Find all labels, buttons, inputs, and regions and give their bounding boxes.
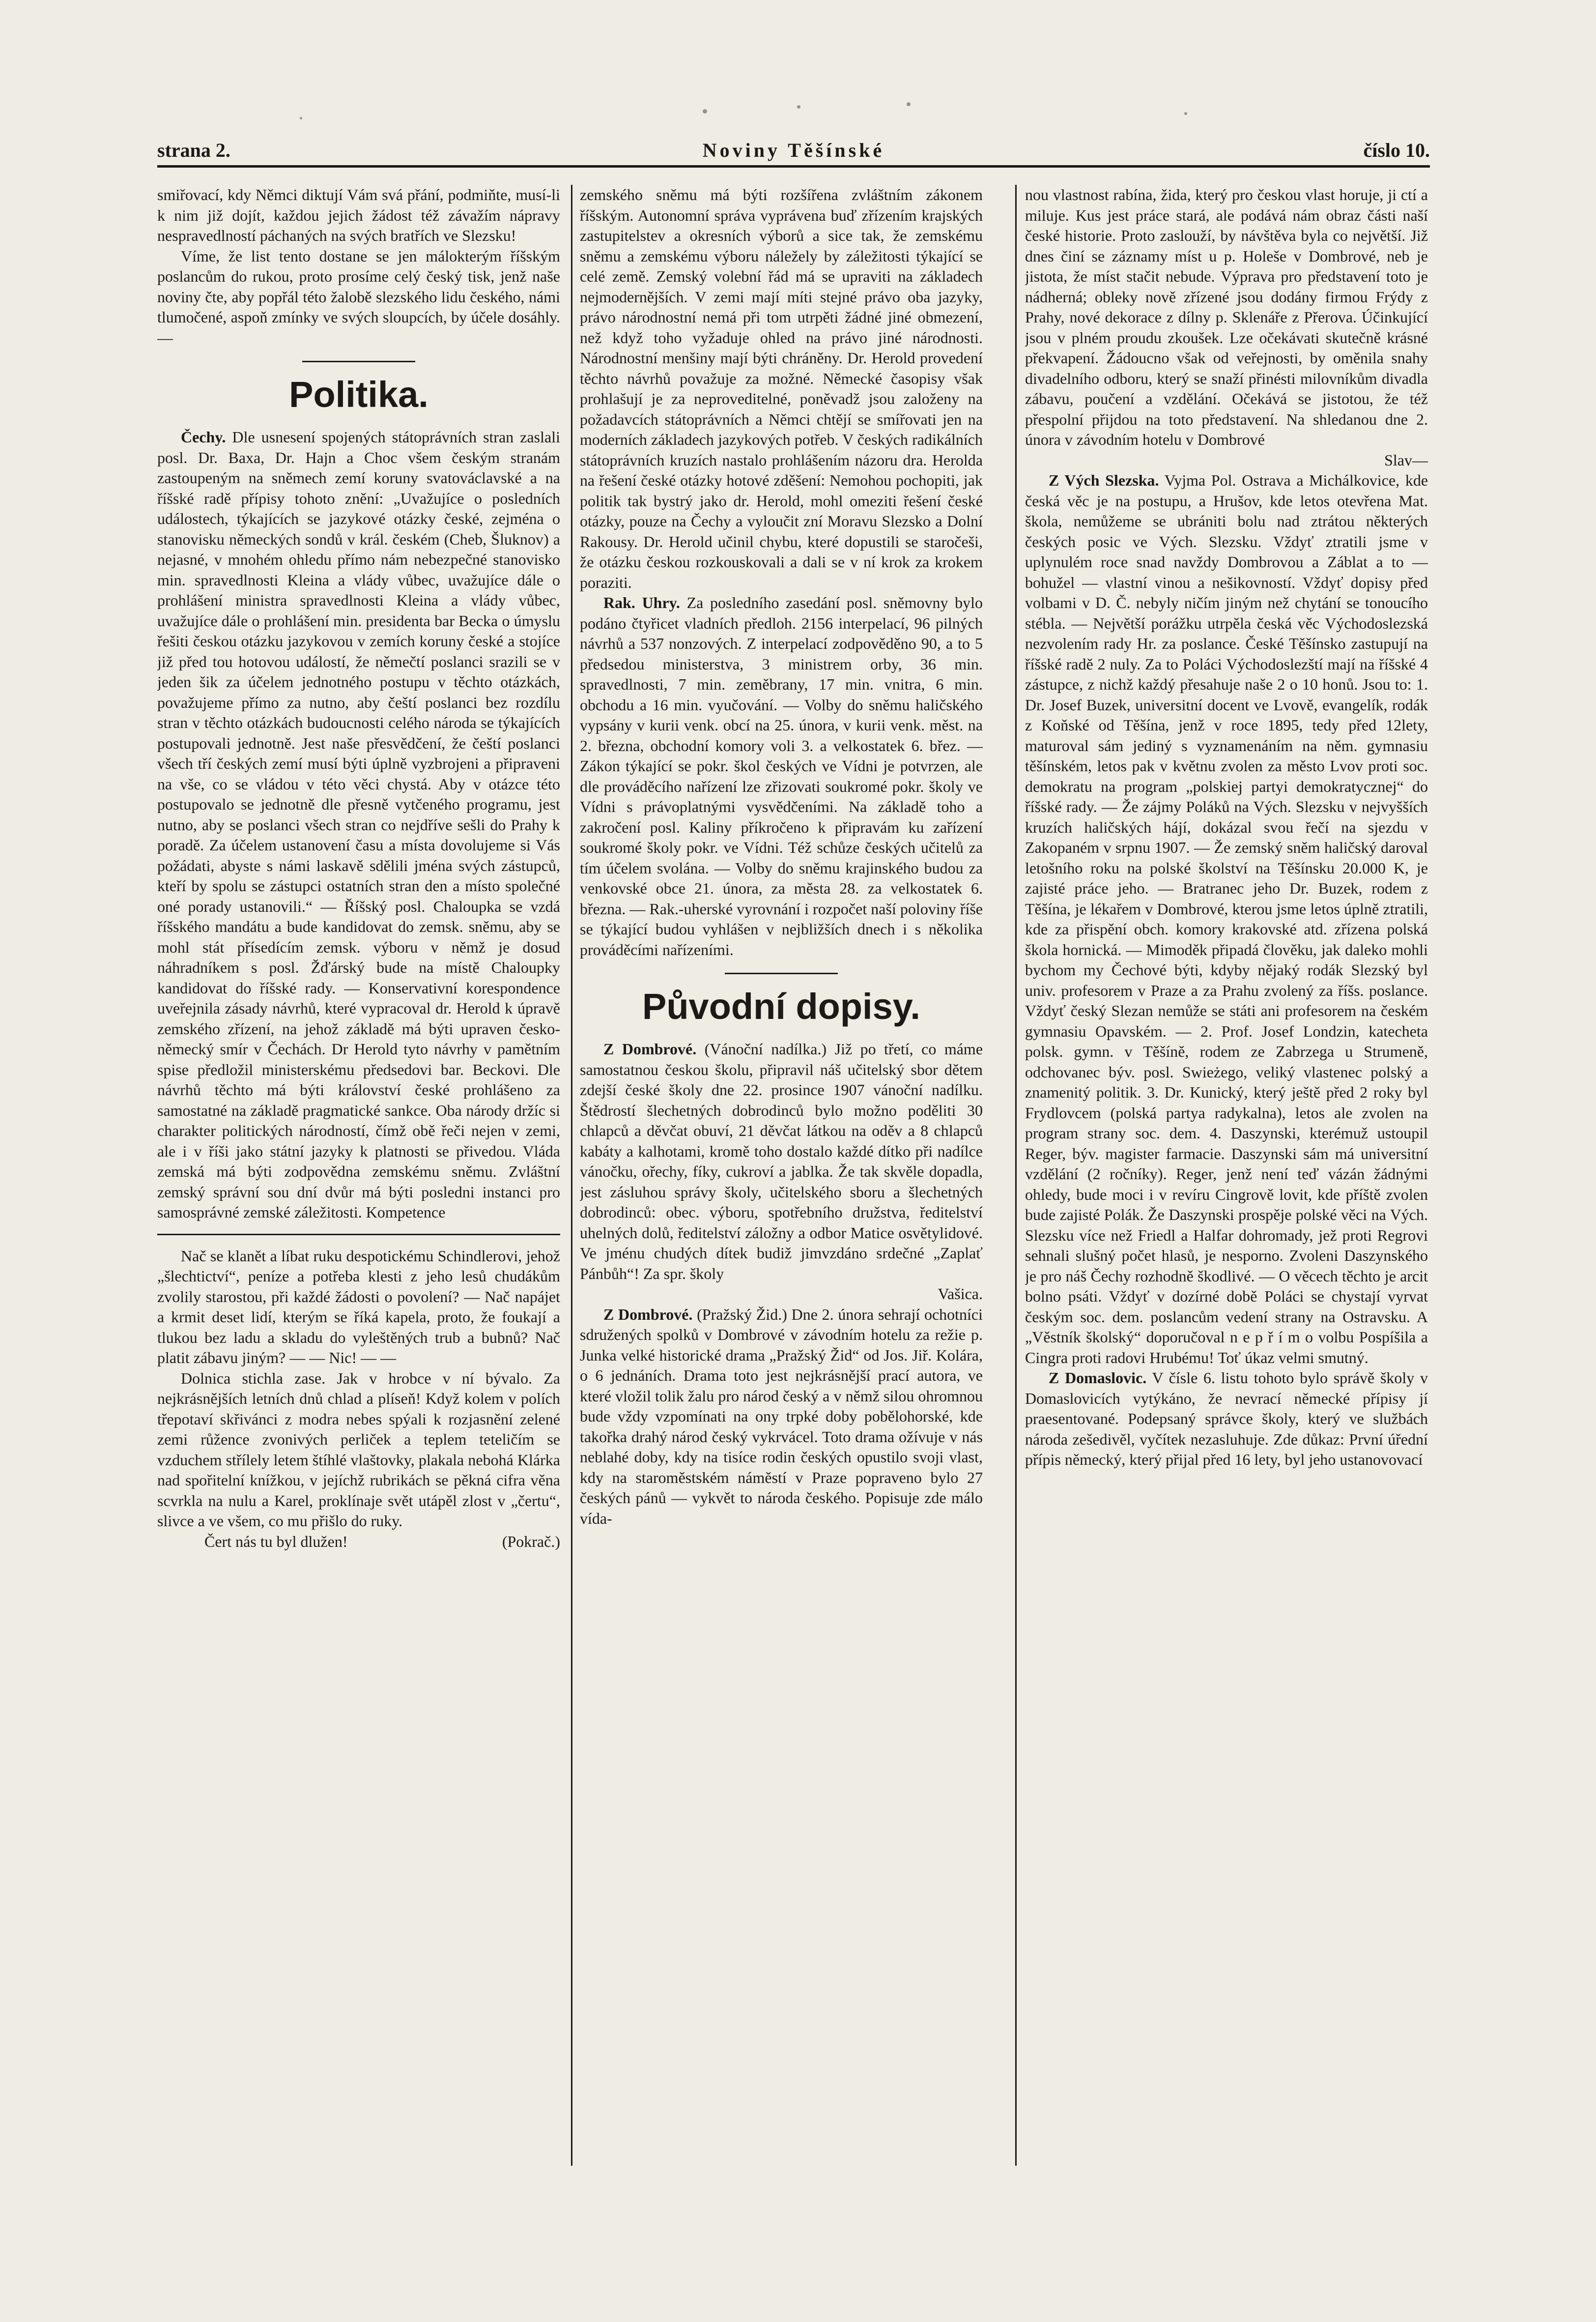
dateline: Z Dombrové. — [603, 1040, 697, 1058]
closing-line: Čert nás tu byl dlužen! — [204, 1532, 348, 1550]
article-text: (Vánoční nadílka.) Již po třetí, co máme samostatnou českou školu, připravil náš učitelský sbor dětem zdejší české školy dne 22. prosince 1907 vánoční nadílku. Štědrostí šlechetných dobrodinců bylo možno poděliti 30 chlapců a děvčat obuví, 21 děvčat látkou na oděv a 8 chlapců kabáty a kalhotami, kromě toho dostalo každé dítko při nadílce vánočku, ořechy, fíky, cukroví a jablka. Že tak skvěle dopadla, jest zásluhou správy školy, učitelského sboru a šlechetných dobrodinců: obec. výboru, spotřebního družstva, ředitelství uhelných dolů, ředitelství záložny a odbor Matice osvětylidové. Ve jménu chudých dítek budiž jimvzdáno srdečné „Zaplať Pánbůh“! Za spr. školy — [580, 1040, 983, 1282]
dateline: Z Dombrové. — [603, 1305, 693, 1323]
article-paragraph — [580, 1305, 983, 1529]
dateline: Z Domaslovic. — [1049, 1369, 1147, 1387]
region-lead: Rak. Uhry. — [603, 594, 680, 611]
article-closing — [157, 1532, 560, 1552]
article-paragraph: nou vlastnost rabína, žida, který pro českou vlast horuje, ji ctí a miluje. Kus jest práce stará, ale podává nám obraz části naší české historie. Proto zaslouží, by návštěva byla co největší. Již dnes činí se záznamy míst u p. Holeše v Dombrové, neb je jistota, že míst stačit nebude. Výprava pro představení toto je nádherná; obleky nově zřízené jsou dodány firmou Frýdy z Prahy, nové dekorace z dílny p. Sklenáře z Přerova. Účinkující jsou v plném proudu zkoušek. Lze očekávati skutečně krásné překvapení. Žádoucno však od veřejnosti, by oměnila snahy divadelního odboru, který se snaží přinésti milovníkům divadla zábavu, poučení a vzdělání. Očekává se jistotou, že též přespolní přijdou na toto představení. Na shledanou dne 2. února v závodním hotelu v Dombrové — [1025, 186, 1428, 448]
article-text: (Pražský Žid.) Dne 2. února sehrají ochotníci sdružených spolků v Dombrové v závodním hotelu za režie p. Junka velké historické drama „Pražský Žid“ od Jos. Jiř. Kolára, o 6 jednáních. Drama toto jest nejkrásnější prací autora, ve které vložil tolik žalu pro národ český a v němž silou ohromnou bude vždy vzpomínati na ony trpké doby pobělohorské, kde takořka drahý národ český vykrvácel. Toto drama ožívuje v nás neblahé doby, kdy na tisíce rodin českých opustilo svoji vlast, kdy na staroměstském náměstí v Praze popraveno bylo 27 českých pánů — vykvět to národa českého. Popisuje zde málo vída- — [580, 1305, 983, 1527]
header-rule — [157, 165, 1430, 168]
dateline: Z Vých Slezska. — [1049, 471, 1159, 489]
issue-number: číslo 10. — [1363, 139, 1430, 161]
article-paragraph: Víme, že list tento dostane se jen málokterým říšským poslancům do rukou, proto prosíme celý český tisk, jenž naše noviny čte, aby popřál této žalobě slezského lidu českého, námi tlumočené, aspoň zmínky ve svých sloupcích, by účele dosáhly. — — [157, 247, 560, 347]
print-speck — [797, 105, 800, 109]
article-paragraph — [580, 1039, 983, 1284]
column-divider — [571, 185, 572, 2166]
column-3 — [1025, 185, 1428, 2166]
article-paragraph — [1025, 470, 1428, 1368]
region-lead: Čechy. — [181, 428, 226, 446]
article-text: Dle usnesení spojených státoprávních stran zaslali posl. Dr. Baxa, Dr. Hajn a Choc všem českým stranám zastoupeným na sněmech zemí koruny svatováclavské a na říšské radě přípisy tohoto znění: „Uvažujíce o posledních událostech, týkajících se jazykové otázky české, zejména o stanovisku německých sondů v král. českém (Cheb, Šluknov) a nejasné, v mnohém ohledu přímo nám nebezpečné stanovisko min. spravedlnosti Kleina a vlády vůbec, uvažujíce dále o prohlášení ministra spravedlnosti Kleina a vlády vůbec, uvažujíce dále o prohlášení min. presidenta bar Becka o úmyslu řešiti českou otázku jazykovou v zemích koruny české a stojíce již před tou hotovou událostí, že němečtí poslanci srazili se v jeden šik za účelem jednotného postupu v těchto otázkách, považujeme přímo za nutno, aby čeští poslanci bez rozdílu stran v těchto otázkách budoucnosti celého národa se týkajících postupovali jednotně. Jest naše přesvědčení, že čeští poslanci všech tří českých zemí musí býti úplně vyzbrojeni a připraveni na vše, co se vládou v této věci chystá. Aby v otázce této postupovalo se jednotně dle přesně vytčeného programu, jest nutno, aby se poslanci všech stran co nejdříve sešli do Prahy k poradě. Za účelem ustanovení času a místa dovolujeme si Vás požádati, abyste s námi laskavě sdělili jména svých zástupců, kteří by spolu se zástupci ostatních stran den a místo společné oné porady ustanovili.“ — Říšský posl. Chaloupka se vzdá říšského mandátu a bude kandidovat do zemsk. sněmu, aby se mohl stát přísedícím zemsk. výboru v němž je dosud náhradníkem s posl. Žďárský bude na místě Chaloupky kandidovat do říšské rady. — Konservativní korespondence uveřejnila zásady návrhů, které vypracoval dr. Herold k úpravě zemského zřízení, na jehož základě má býti upraven česko-německý smír v Čechách. Dr Herold tyto návrhy v pamětním spise předložil ministerskému předsedovi bar. Beckovi. Dle návrhů těchto má býti království české prohlášeno za samostatné na základě pragmatické sankce. Oba národy držíc si charakter politických národností, čímž obě řeči nejen v zemi, ale i v říši jako státní jazyky k platnosti se přivedou. Vláda zemská má býti zodpovědna zemskému sněmu. Zvláštní zemský správní sou dní dvůr má býti posledni instanci pro samosprávné zemské záležitosti. Kompetence — [157, 428, 560, 1221]
print-speck — [907, 102, 911, 106]
article-paragraph: zemského sněmu má býti rozšířena zvláštním zákonem říšským. Autonomní správa vyprávena buď zřízením krajských zastupitelstev a okresních výborů a sice tak, že zemskému sněmu a zemskému výboru náležely by záležitosti týkající se celé země. Zemský volební řád má se upraviti na základech nejmodernějších. V zemi mají míti stejné právo oba jazyky, právo národnostní nemá při tom utrpěti žádné jiné obmezení, než když toho vyžaduje ohled na právo jiné národnosti. Národnostní menšiny mají býti chráněny. Dr. Herold provedení těchto návrhů považuje za možné. Německé časopisy však prohlašují je za neproveditelné, poněvadž jsou založeny na požadavcích státoprávních a Němci chtějí se smířovati jen na moderních základech jazykových potřeb. V českých radikálních státoprávních kruzích nastalo prohlášením názoru dra. Herolda na řešení české otázky hotové zděšení: Nemohou pochopiti, jak politik tak bystrý jako dr. Herold, mohl omeziti řešení české otázky, pouze na Čechy a vyloučit zní Moravu Slezsko a Dolní Rakousy. Dr. Herold učinil chybu, které dopustili se staročeši, že otázku českou rozkouskovali a dali se v ní krok za krokem poraziti. — [580, 186, 983, 591]
print-speck — [1184, 112, 1187, 115]
print-speck — [703, 109, 707, 114]
column-1 — [157, 185, 560, 2166]
article-paragraph — [1025, 1368, 1428, 1470]
article-paragraph: smiřovací, kdy Němci diktují Vám svá přání, podmiňte, musí-li k nim již dojít, každou jejich žádost též závažím nápravy nespravedlností páchaných na svých bratřích ve Slezsku! — [157, 186, 560, 244]
article-paragraph: Nač se klanět a líbat ruku despotickému Schindlerovi, jehož „šlechtictví“, peníze a potřeba klesti z jeho lesů chudákům zvolily starostou, při každé žádosti o povolení? — Nač napájet a krmit deset lidí, kterým se říká kapela, proto, že foukají a tlukou bez ladu a skladu do vyleštěných trub a bubnů? Nač platit zábavu jiným? — — Nic! — — — [157, 1247, 560, 1366]
newspaper-title: Noviny Těšínské — [702, 139, 885, 161]
column-divider — [1015, 185, 1017, 2166]
print-speck — [300, 117, 302, 119]
article-text: V čísle 6. listu tohoto bylo správě školy v Domaslovicích vytýkáno, že nevrací německé přípisy jí praesentované. Podepsaný správce školy, který ve službách národa zešedivěl, vyčítek nezasluhuje. Zde důkaz: První úřední přípis německý, který přijal před 16 lety, byl jeho ustanovovací — [1025, 1369, 1428, 1468]
continued-note: (Pokrač.) — [502, 1532, 560, 1550]
signature: Vašica. — [938, 1285, 983, 1303]
section-rule — [302, 361, 415, 362]
section-rule — [725, 973, 838, 974]
article-rule — [157, 1234, 560, 1235]
article-text: Za posledního zasedání posl. sněmovny bylo podáno čtyřicet vladních předloh. 2156 interpelací, 96 pilných návrhů a 537 nonzových. Z interpelací zodpověděno 90, a to 5 předsedou ministerstva, 3 ministrem orby, 36 min. spravedlnosti, 7 min. zeměbrany, 17 min. vnitra, 6 min. obchodu a 16 min. vyučování. — Volby do sněmu haličského vypsány v kurii venk. obcí na 25. února, v kurii venk. měst. na 2. března, obchodní komory voli 3. a velkostatek 6. břez. — Zákon týkající se pokr. škol českých ve Vídni je potvrzen, ale dle prováděcího nařízení lze zřizovati soukromé pokr. školy ve Vídni s právoplatnými vysvědčeními. Na základě toho a zakročení posl. Kaliny příkročeno k připravám ku zařízení soukromé školy pokr. ve Vídni. Též schůze českých učitelů za tím účelem svolána. — Volby do sněmu krajinského budou za venkovské obce 21. února, za města 28. za velkostatek 6. března. — Rak.-uherské vyrovnání i rozpočet naší poloviny říše se týkající budou vyhlášen v nejbližších dnech i s několika prováděcími nařízeními. — [580, 594, 983, 958]
page-header — [157, 134, 1430, 166]
article-text: Vyjma Pol. Ostrava a Michálkovice, kde česká věc je na postupu, a Hrušov, kde letos otevřena Mat. škola, nemůžeme se ubrániti bolu nad ztrátou některých českých posic ve Vých. Slezsku. Vždyť ztratili jsme v uplynulém roce snad navždy Dombrovou a Záblat a to — bohužel — vlastní vinou a nešikovností. Vždyť dopisy před volbami v D. Č. nebyly ničím jiným než chytání se tonoucího stébla. — Největší porážku utrpěla česká věc Východoslezská nezvolením rady Hr. za poslance. České Těšínsko zastupují na říšské radě 2 nuly. Za to Poláci Východoslezští mají na říšské 4 zástupce, z nichž každý přesahuje naše 2 o 10 honů. Jsou to: 1. Dr. Josef Buzek, universitní docent ve Lvově, evangelík, rodák z Koňské od Těšína, jenž v roce 1895, tedy před 12lety, maturoval sám jediný s vyznamenáním na něm. gymnasiu těšínském, letos pak v květnu zvolen za město Lvov proti soc. demokratu na program „polskiej partyi demokratycznej“ do říšské rady. — Že zájmy Poláků na Vých. Slezsku v nejvyšších kruzích haličských hájí, dokázal svou řečí na sjezdu v Zakopaném v srpnu 1907. — Že zemský sněm haličský daroval letošního roku na polské školství na Těšínsku 20.000 K, je zajisté práce jeho. — Bratranec jeho Dr. Buzek, rodem z Těšína, je lékařem v Dombrové, kterou jsme letos úplně ztratili, kde za přispění obch. komory krakovské atd. zřízena polská škola hornická. — Mimoděk připadá člověku, jak daleko mohli bychom my Čechové býti, kdyby nějaký rodák Slezský byl univ. profesorem v Praze a za Prahu zvolený za říšs. poslance. Vždyť český Slezan nemůže se státi ani profesorem na českém gymnasiu Opavském. — 2. Prof. Josef Londzin, katecheta polsk. gymn. v Těšíně, rodem ze Zabrzega u Strumeně, odchovanec býv. posl. Swieżego, veliký vlastenec polský a znamenitý politik. 3. Dr. Kunický, který ještě před 2 roky byl Frydlovcem (polská partya radykalna), letos ale zvolen na program strany soc. dem. 4. Daszynski, kterémuž ustoupil Reger, býv. magister farmacie. Daszynski sám má universitní vzdělání (2 ročníky). Reger, jenž není teď vázán žádnými ohledy, bude moci i v revíru Cingrově lovit, kde příště zvolen bude zajisté Polák. Že Daszynski prospěje polské věci na Vých. Slezsku více než Friedl a Halfar dohromady, jež proti Regrovi sehnali slušný počet hlasů, je nesporno. Zvoleni Daszynského je pro náš Čechy rozhodně škodlivé. — O věcech těchto je arcit bolno psáti. Vždyť v dozírné době Poláci se chystají vyrvat českým soc. dem. poslancům vedení strany na Ostravsku. A „Věstník školský“ doporučoval n e p ř í m o volbu Pospíšila a Cingra proti radovi Hrubému! Toť úkaz velmi smutný. — [1025, 471, 1428, 1366]
column-2 — [580, 185, 983, 2166]
article-paragraph — [580, 593, 983, 960]
signature: Slav— — [1384, 451, 1428, 469]
section-heading-politika: Politika. — [289, 374, 428, 415]
article-paragraph: Dolnica stichla zase. Jak v hrobce v ní bývalo. Za nejkrásnějších letních dnů chlad a plíseň! Když kolem v polích třepotaví skřivánci z modra nebes spýali k rozjasnění zelené zemi růžence zvonivých perliček a teplem teteličím se vzduchem střílely letem štíhlé vlaštovky, plakala nebohá Klárka nad spořitelní knížkou, v jejíchž rubrikách se pěkná cifra věna scvrkla na nulu a Karel, proklínaje svět utápěl zlost v „čertu“, slivce a ve všem, co mu přišlo do ruky. — [157, 1369, 560, 1530]
page-number: strana 2. — [157, 139, 230, 161]
section-heading-puvodni-dopisy: Původní dopisy. — [642, 986, 920, 1027]
article-paragraph — [157, 427, 560, 1223]
